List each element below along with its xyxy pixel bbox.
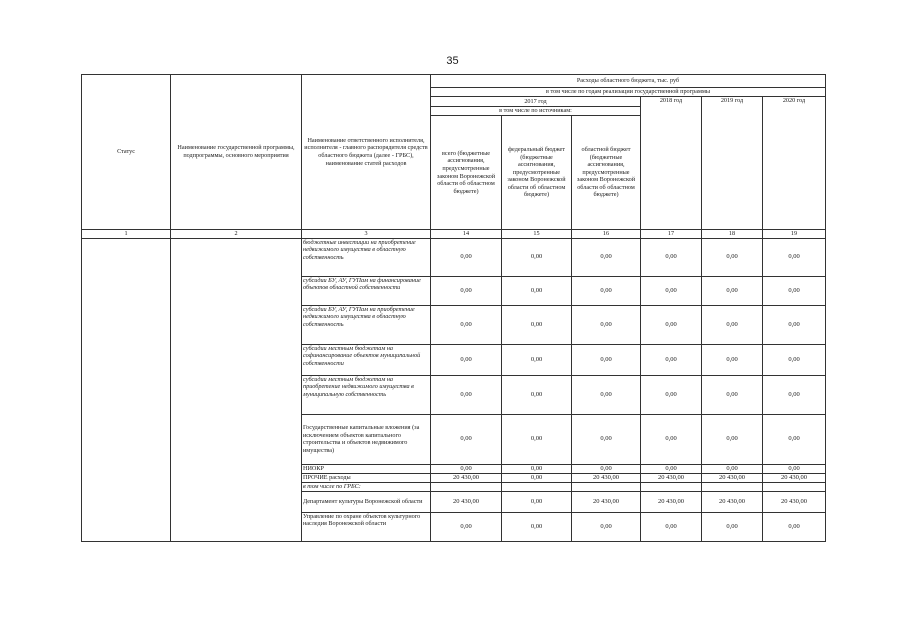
row-label: субсидии БУ, АУ, ГУПам на приобретение недвижимого имущества в областную собственность [302,305,431,344]
row-value: 0,00 [763,512,826,541]
header-year-2019: 2019 год [702,97,763,230]
row-value: 20 430,00 [641,491,702,512]
column-number: 2 [171,230,302,239]
row-value: 0,00 [572,464,641,473]
row-value: 0,00 [763,238,826,276]
row-value: 0,00 [431,305,502,344]
row-value: 0,00 [702,512,763,541]
row-value: 0,00 [431,375,502,414]
row-value: 0,00 [572,414,641,464]
row-value: 0,00 [702,276,763,305]
column-number: 15 [502,230,572,239]
row-value: 0,00 [641,464,702,473]
row-label: в том числе по ГРБС: [302,482,431,491]
row-label: Департамент культуры Воронежской области [302,491,431,512]
row-value: 0,00 [572,305,641,344]
row-value: 0,00 [431,276,502,305]
row-value: 0,00 [763,375,826,414]
row-value: 0,00 [502,238,572,276]
header-total: всего (бюджетные ассигнования, предусмотренные законом Воронежской области об областном бюджете) [431,116,502,230]
row-value [572,482,641,491]
header-regional: областной бюджет (бюджетные ассигнования, предусмотренные законом Воронежской области об областном бюджете) [572,116,641,230]
header-expenses-title: Расходы областного бюджета, тыс. руб [431,75,826,88]
row-label: Управление по охране объектов культурного наследия Воронежской области [302,512,431,541]
row-label: бюджетные инвестиции на приобретение недвижимого имущества в областную собственность [302,238,431,276]
row-label: НИОКР [302,464,431,473]
column-number: 18 [702,230,763,239]
column-number: 14 [431,230,502,239]
row-value: 0,00 [702,238,763,276]
column-number: 19 [763,230,826,239]
header-year-2017: 2017 год [431,97,641,107]
row-value: 0,00 [431,464,502,473]
row-label: субсидии БУ, АУ, ГУПам на финансирование объектов областной собственности [302,276,431,305]
row-value: 0,00 [641,276,702,305]
row-value: 0,00 [702,375,763,414]
row-value: 0,00 [641,238,702,276]
budget-table [81,74,826,542]
row-value: 0,00 [502,491,572,512]
row-value: 0,00 [763,344,826,375]
row-value: 0,00 [502,344,572,375]
row-value: 0,00 [502,375,572,414]
page-number: 35 [446,55,459,67]
row-value: 0,00 [763,414,826,464]
row-value: 0,00 [502,414,572,464]
row-value: 20 430,00 [763,473,826,482]
header-year-2020: 2020 год [763,97,826,230]
row-value: 0,00 [572,238,641,276]
row-value: 20 430,00 [641,473,702,482]
row-value: 0,00 [763,276,826,305]
row-value [641,482,702,491]
header-by-years: в том числе по годам реализации государственной программы [431,88,826,97]
row-value: 20 430,00 [572,491,641,512]
row-value: 0,00 [572,276,641,305]
row-value: 0,00 [572,512,641,541]
header-federal: федеральный бюджет (бюджетные ассигнования, предусмотренные законом Воронежской области об областном бюджете) [502,116,572,230]
row-label: ПРОЧИЕ расходы [302,473,431,482]
row-value [431,482,502,491]
row-value: 0,00 [641,344,702,375]
row-value [502,482,572,491]
row-value: 0,00 [572,375,641,414]
column-number-row [82,230,826,239]
table-row [82,238,826,276]
row-value: 0,00 [763,305,826,344]
row-label: субсидии местным бюджетам на приобретение недвижимого имущества в муниципальную собственность [302,375,431,414]
row-value: 20 430,00 [431,473,502,482]
column-number: 16 [572,230,641,239]
row-value: 0,00 [431,238,502,276]
column-number: 1 [82,230,171,239]
row-value [763,482,826,491]
row-value: 0,00 [431,414,502,464]
row-value: 0,00 [431,344,502,375]
row-value: 0,00 [431,512,502,541]
row-value: 0,00 [572,344,641,375]
row-value: 0,00 [502,473,572,482]
row-label: субсидии местным бюджетам на софинансирование объектов муниципальной собственности [302,344,431,375]
status-cell [82,238,171,541]
row-value: 20 430,00 [702,491,763,512]
row-value: 0,00 [502,305,572,344]
row-value: 0,00 [702,305,763,344]
row-value [702,482,763,491]
row-value: 20 430,00 [702,473,763,482]
row-value: 20 430,00 [763,491,826,512]
row-value: 20 430,00 [431,491,502,512]
header-executor: Наименование ответственного исполнителя, исполнителя - главного распорядителя средств областного бюджета (далее - ГРБС), наименование статей расходов [302,75,431,230]
row-value: 0,00 [641,375,702,414]
row-value: 0,00 [502,512,572,541]
row-value: 0,00 [702,414,763,464]
row-value: 20 430,00 [572,473,641,482]
row-value: 0,00 [763,464,826,473]
row-value: 0,00 [702,344,763,375]
row-value: 0,00 [702,464,763,473]
header-year-2018: 2018 год [641,97,702,230]
column-number: 3 [302,230,431,239]
row-value: 0,00 [641,414,702,464]
row-value: 0,00 [502,464,572,473]
row-value: 0,00 [641,512,702,541]
row-label: Государственные капитальные вложения (за исключением объектов капитального строительства и объектов недвижимого имущества) [302,414,431,464]
header-status: Статус [82,75,171,230]
program-name-cell [171,238,302,541]
header-by-sources: в том числе по источникам: [431,107,641,116]
row-value: 0,00 [641,305,702,344]
column-number: 17 [641,230,702,239]
header-program-name: Наименование государственной программы, подпрограммы, основного мероприятия [171,75,302,230]
row-value: 0,00 [502,276,572,305]
